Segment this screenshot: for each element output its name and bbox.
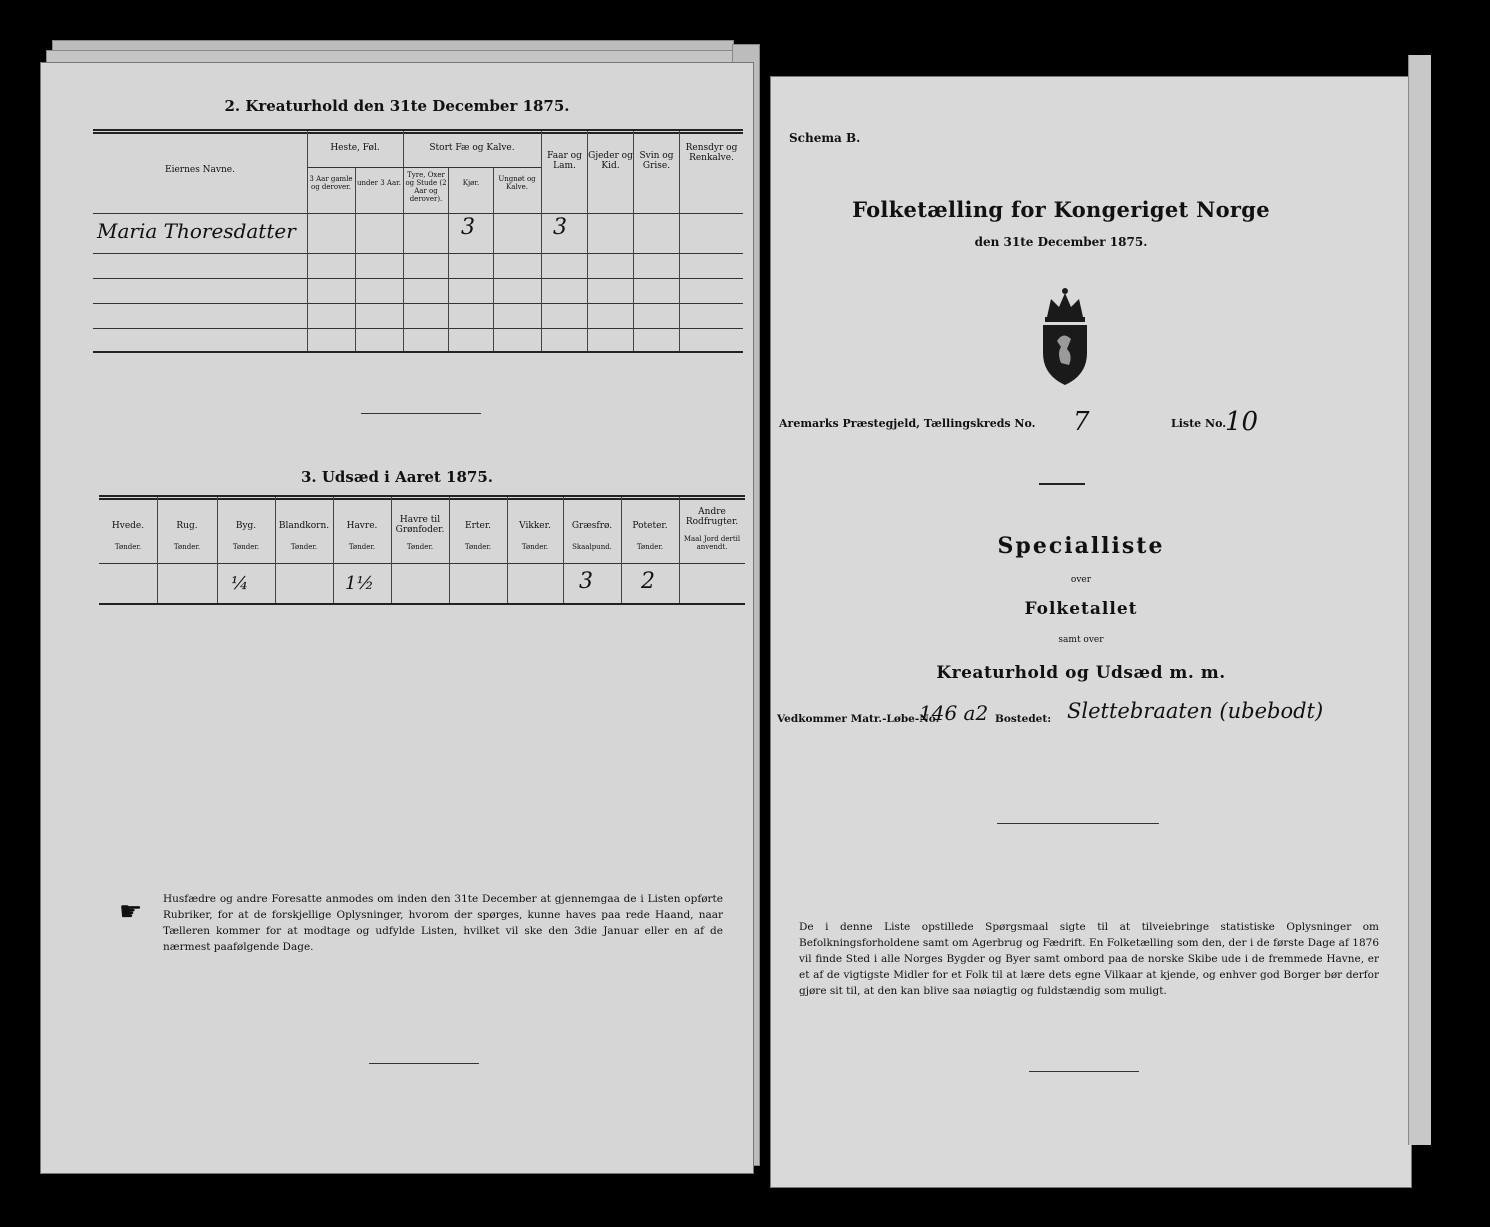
value-poteter: 2 bbox=[641, 569, 655, 594]
value-havre: 1½ bbox=[345, 573, 374, 594]
table2-row-rule-1 bbox=[93, 253, 743, 254]
header-svin: Svin og Grise. bbox=[639, 151, 674, 171]
matr-label: Vedkommer Matr.-Løbe-No. bbox=[777, 713, 940, 725]
owner-name: Maria Thoresdatter bbox=[97, 219, 296, 243]
t2-col-line bbox=[355, 168, 356, 351]
unit-tonder: Tønder. bbox=[348, 543, 376, 551]
t2-col-line bbox=[679, 131, 680, 351]
schema-label: Schema B. bbox=[789, 131, 861, 145]
table3-top-rule-2 bbox=[99, 498, 745, 500]
table3-bottom-rule bbox=[99, 603, 745, 605]
info-text: De i denne Liste opstillede Spørgsmaal sigte til at tilveiebringe statistiske Oplysninger om Befolkningsforholdene samt om Agerbrug og Fædrift. En Folketælling som den, der i de første Dage af 1876 vil finde Sted i alle Norges Bygder og Byer samt ombord paa de norske Skibe ude i de fremmede Havne, er et af de vigtigste Midler for et Folk til at lære dets egne Vilkaar at kjende, og enhver god Borger bør derfor gjøre sit til, at den kan blive saa nøiagtig og fuldstændig som muligt. bbox=[799, 921, 1379, 997]
header-hvede: Hvede. bbox=[111, 521, 145, 531]
left-page bbox=[40, 62, 754, 1174]
header-rug: Rug. bbox=[176, 521, 198, 531]
bosted-value: Slettebraaten (ubebodt) bbox=[1067, 699, 1324, 723]
t2-col-line bbox=[403, 131, 404, 351]
header-stort: Stort Fæ og Kalve. bbox=[429, 143, 515, 153]
kreaturhold-heading: Kreaturhold og Udsæd m. m. bbox=[936, 663, 1226, 683]
unit-maal: Maal Jord dertil anvendt. bbox=[683, 535, 741, 551]
header-heste-b: under 3 Aar. bbox=[357, 179, 401, 187]
header-vikker: Vikker. bbox=[519, 521, 551, 531]
table2-top-rule bbox=[93, 129, 743, 131]
t2-col-line bbox=[307, 131, 308, 351]
table3-header-rule bbox=[99, 563, 745, 564]
liste-label: Liste No. bbox=[1171, 417, 1227, 430]
t2-sub-rule bbox=[403, 167, 541, 168]
unit-tonder: Tønder. bbox=[173, 543, 201, 551]
table2-row-rule-4 bbox=[93, 328, 743, 329]
divider-mid bbox=[997, 823, 1159, 824]
table2-header-rule bbox=[93, 213, 743, 214]
unit-tonder: Tønder. bbox=[636, 543, 664, 551]
header-andre: Andre Rodfrugter. bbox=[685, 507, 739, 527]
table3-top-rule bbox=[99, 495, 745, 497]
header-gjeder: Gjeder og Kid. bbox=[588, 151, 633, 171]
tellingskreds-value: 7 bbox=[1073, 407, 1090, 437]
unit-skaalpund: Skaalpund. bbox=[572, 543, 612, 551]
table2-bottom-rule bbox=[93, 351, 743, 353]
main-title: Folketælling for Kongeriget Norge bbox=[852, 197, 1270, 222]
right-page bbox=[770, 76, 1412, 1188]
header-blandkorn: Blandkorn. bbox=[278, 521, 330, 531]
unit-tonder: Tønder. bbox=[290, 543, 318, 551]
unit-tonder: Tønder. bbox=[114, 543, 142, 551]
unit-tonder: Tønder. bbox=[464, 543, 492, 551]
unit-tonder: Tønder. bbox=[521, 543, 549, 551]
value-kjor: 3 bbox=[461, 215, 475, 240]
header-havre: Havre. bbox=[346, 521, 378, 531]
value-faar: 3 bbox=[553, 215, 567, 240]
header-heste-a: 3 Aar gamle og derover. bbox=[309, 175, 353, 191]
folketallet-heading: Folketallet bbox=[1024, 599, 1138, 619]
value-byg: ¼ bbox=[231, 573, 249, 594]
unit-tonder: Tønder. bbox=[406, 543, 434, 551]
t2-sub-rule bbox=[307, 167, 403, 168]
prestegjeld-label: Aremarks Præstegjeld, Tællingskreds No. bbox=[779, 417, 1036, 430]
divider-short bbox=[1039, 483, 1085, 485]
divider-bottom bbox=[1029, 1071, 1139, 1072]
samt-over-label: samt over bbox=[1058, 635, 1104, 645]
notice-text: Husfædre og andre Foresatte anmodes om inden den 31te December at gjennemgaa de i Listen opførte Rubriker, for at de forskjellige Oplysninger, hvorom der spørges, kunne haves paa rede Haand, naar Tælleren kommer for at modtage og udfylde Listen, hvilket vil ske den 3die Januar eller en af de nærmest paafølgende Dage. bbox=[163, 893, 723, 953]
table2-top-rule-2 bbox=[93, 132, 743, 134]
matr-value: 146 a2 bbox=[919, 701, 989, 725]
divider bbox=[361, 413, 481, 414]
table2-row-rule-2 bbox=[93, 278, 743, 279]
header-stort-a: Tyre, Oxer og Stude (2 Aar og derover). bbox=[405, 171, 447, 203]
liste-value: 10 bbox=[1225, 407, 1259, 437]
right-page-edge bbox=[1408, 55, 1431, 1145]
header-faar: Faar og Lam. bbox=[547, 151, 582, 171]
header-owner: Eiernes Navne. bbox=[165, 165, 235, 175]
header-erter: Erter. bbox=[465, 521, 491, 531]
specialliste-heading: Specialliste bbox=[997, 533, 1165, 559]
header-stort-c: Ungnøt og Kalve. bbox=[498, 175, 536, 191]
table2-row-rule-3 bbox=[93, 303, 743, 304]
t2-col-line bbox=[493, 168, 494, 351]
header-havre-gronfoder: Havre til Grønfoder. bbox=[395, 515, 445, 535]
section3-title: 3. Udsæd i Aaret 1875. bbox=[300, 468, 494, 486]
header-poteter: Poteter. bbox=[632, 521, 668, 531]
value-graesfro: 3 bbox=[579, 569, 593, 594]
pointing-hand-icon: ☛ bbox=[119, 897, 143, 927]
main-subtitle: den 31te December 1875. bbox=[974, 235, 1148, 249]
header-graesfro: Græsfrø. bbox=[571, 521, 613, 531]
header-stort-b: Kjør. bbox=[462, 179, 480, 187]
header-heste: Heste, Føl. bbox=[330, 143, 380, 153]
coat-of-arms-icon bbox=[1033, 283, 1097, 389]
t2-col-line bbox=[448, 168, 449, 351]
section2-title: 2. Kreaturhold den 31te December 1875. bbox=[224, 97, 570, 115]
bosted-label: Bostedet: bbox=[995, 713, 1052, 725]
unit-tonder: Tønder. bbox=[232, 543, 260, 551]
over-label-1: over bbox=[1070, 575, 1092, 585]
bottom-divider bbox=[369, 1063, 479, 1064]
header-byg: Byg. bbox=[235, 521, 257, 531]
header-rensdyr: Rensdyr og Renkalve. bbox=[685, 143, 738, 163]
